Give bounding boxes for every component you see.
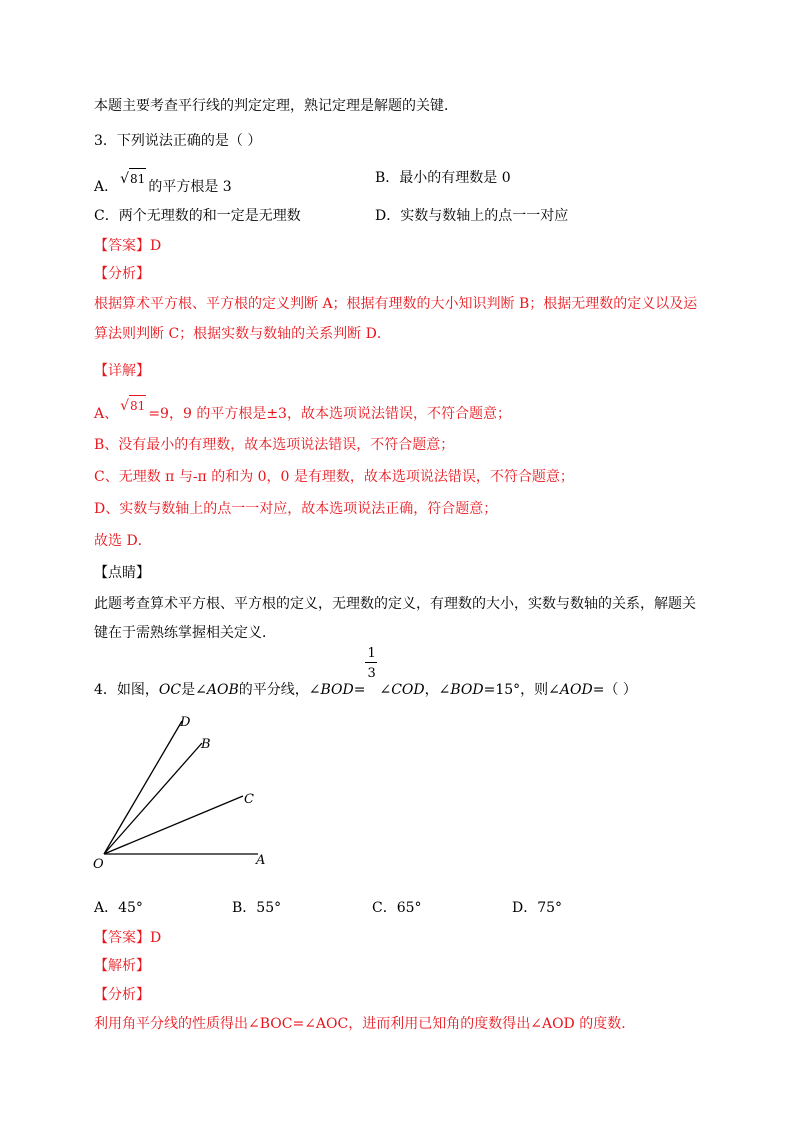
- q3-option-a-suffix: 的平方根是 3: [148, 179, 232, 195]
- q4-cod: COD: [391, 682, 425, 698]
- intro-line: 本题主要考查平行线的判定定理，熟记定理是解题的关键．: [94, 98, 458, 114]
- q3-analysis-head: 【分析】: [94, 266, 150, 282]
- q4-bod: BOD: [320, 682, 354, 698]
- q3-comment-line-1: 此题考查算术平方根、平方根的定义，无理数的定义，有理数的大小，实数与数轴的关系，解题关: [94, 596, 696, 612]
- ray-od: [104, 721, 182, 854]
- q3-detail-d: D、实数与数轴上的点一一对应，故本选项说法正确，符合题意；: [94, 501, 498, 517]
- q4-answer: 【答案】D: [94, 930, 162, 946]
- q3-option-a-prefix: A．: [94, 179, 119, 195]
- q3-option-d: D．实数与数轴上的点一一对应: [375, 208, 569, 224]
- fraction-one-third: [365, 646, 379, 694]
- q4-stem-6: ，∠: [424, 682, 451, 698]
- q4-stem: [94, 646, 637, 700]
- ray-ob: [104, 743, 202, 854]
- angle-figure: [90, 710, 280, 875]
- q3-detail-b: B、没有最小的有理数，故本选项说法错误，不符合题意；: [94, 437, 455, 453]
- q4-option-a: A．45°: [94, 900, 143, 916]
- sqrt-radicand-detail: 81: [129, 395, 146, 416]
- fraction-bar: [365, 662, 377, 663]
- label-b: B: [201, 737, 211, 752]
- fraction-numerator: 1: [367, 646, 376, 661]
- label-c: C: [244, 792, 254, 807]
- q4-option-d: D．75°: [512, 900, 563, 916]
- q3-detail-c: C、无理数 π 与-π 的和为 0，0 是有理数，故本选项说法错误，不符合题意；: [94, 469, 574, 485]
- q4-stem-3: 的平分线，∠: [238, 682, 321, 698]
- sqrt-81-detail: √81: [120, 395, 146, 416]
- q3-option-c: C．两个无理数的和一定是无理数: [94, 208, 301, 224]
- q4-bod-2: BOD: [450, 682, 484, 698]
- q4-aod: AOD: [559, 682, 593, 698]
- q3-option-a: [94, 168, 232, 197]
- sqrt-81: √81: [120, 168, 146, 189]
- q4-aob: AOB: [206, 682, 239, 698]
- q3-detail-head: 【详解】: [94, 363, 150, 379]
- label-o: O: [93, 857, 104, 872]
- q3-option-b: B．最小的有理数是 0: [375, 170, 511, 186]
- q4-stem-8: =（ ）: [592, 682, 637, 698]
- q4-option-b: B．55°: [232, 900, 282, 916]
- q4-solution-head: 【解析】: [94, 958, 150, 974]
- q3-comment-line-2: 键在于需熟练掌握相关定义．: [94, 625, 276, 641]
- q3-detail-a: [94, 395, 511, 424]
- q4-analysis-line-1: 利用角平分线的性质得出∠BOC=∠AOC，进而利用已知角的度数得出∠AOD 的度数．: [94, 1016, 636, 1032]
- q3-stem: 3．下列说法正确的是（ ）: [94, 133, 262, 149]
- q4-analysis-head: 【分析】: [94, 987, 150, 1003]
- q4-oc: OC: [158, 682, 182, 698]
- q3-analysis-line-1: 根据算术平方根、平方根的定义判断 A；根据有理数的大小知识判断 B；根据无理数的定义以及运: [94, 296, 698, 312]
- q4-stem-5: ∠: [379, 682, 392, 698]
- fraction-denominator: 3: [367, 666, 376, 681]
- q4-stem-2: 是∠: [181, 682, 207, 698]
- label-d: D: [180, 715, 191, 730]
- q3-comment-head: 【点睛】: [94, 565, 150, 581]
- q3-conclusion: 故选 D．: [94, 533, 152, 549]
- sqrt-radicand: 81: [129, 168, 146, 189]
- q3-analysis-line-2: 算法则判断 C；根据实数与数轴的关系判断 D．: [94, 326, 391, 342]
- q4-stem-1: 4．如图，: [94, 682, 159, 698]
- q3-detail-a-prefix: A、: [94, 406, 119, 422]
- q4-stem-7: =15°，则∠: [483, 682, 560, 698]
- q4-stem-4: =: [353, 682, 366, 698]
- q4-option-c: C．65°: [372, 900, 422, 916]
- q3-answer: 【答案】D: [94, 238, 162, 254]
- label-a: A: [256, 853, 266, 868]
- ray-oc: [104, 796, 243, 854]
- q3-detail-a-suffix: =9，9 的平方根是±3，故本选项说法错误，不符合题意；: [148, 406, 511, 422]
